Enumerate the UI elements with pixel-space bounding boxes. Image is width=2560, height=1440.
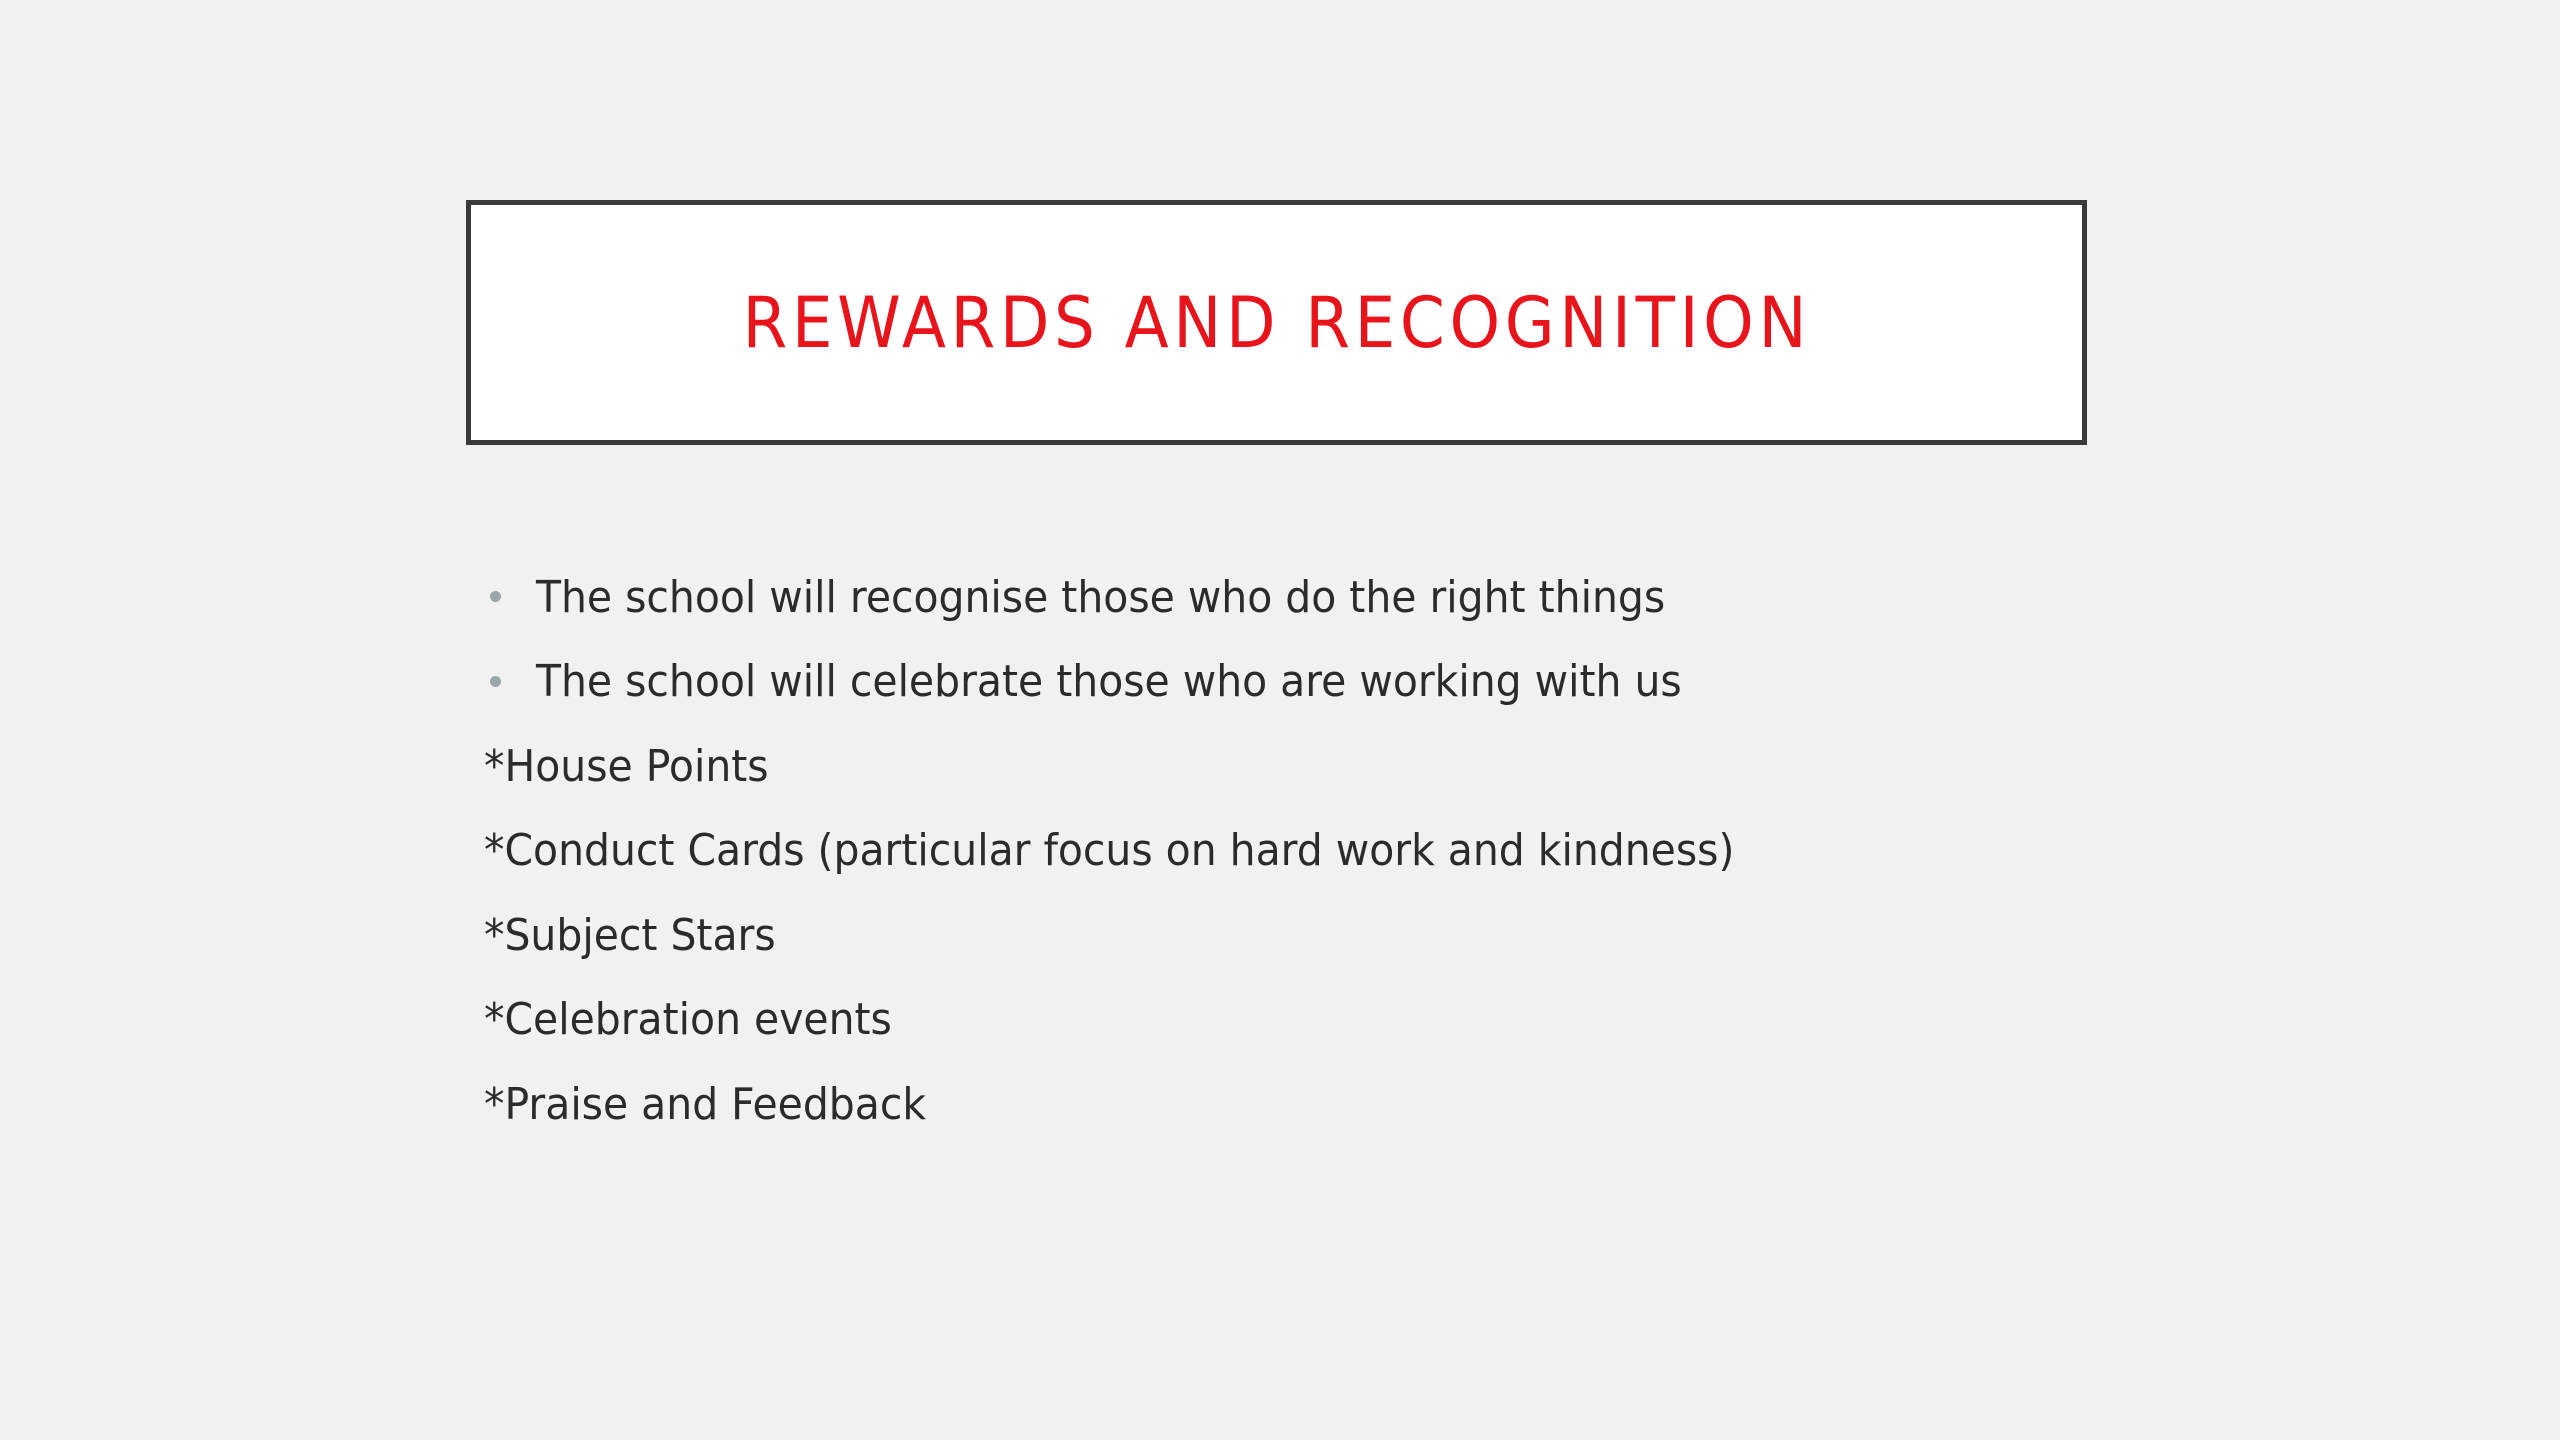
list-item-text: *Celebration events — [484, 994, 892, 1046]
list-item — [484, 724, 2184, 809]
bullet-item — [484, 555, 2184, 640]
list-item-text: *Subject Stars — [484, 909, 776, 961]
slide-content — [484, 555, 2184, 1147]
title-box — [466, 200, 2087, 445]
list-item-text: *Conduct Cards (particular focus on hard work and kindness) — [484, 825, 1735, 877]
bullet-text: The school will recognise those who do the right things — [536, 571, 1666, 623]
bullet-item — [484, 640, 2184, 725]
bullet-text: The school will celebrate those who are working with us — [536, 656, 1682, 708]
list-item — [484, 978, 2184, 1063]
list-item — [484, 1062, 2184, 1147]
list-item — [484, 809, 2184, 894]
list-item — [484, 893, 2184, 978]
slide-title: REWARDS AND RECOGNITION — [742, 281, 1811, 364]
bullet-dot-icon — [490, 676, 501, 687]
list-item-text: *House Points — [484, 740, 769, 792]
list-item-text: *Praise and Feedback — [484, 1078, 927, 1130]
bullet-dot-icon — [490, 591, 501, 602]
